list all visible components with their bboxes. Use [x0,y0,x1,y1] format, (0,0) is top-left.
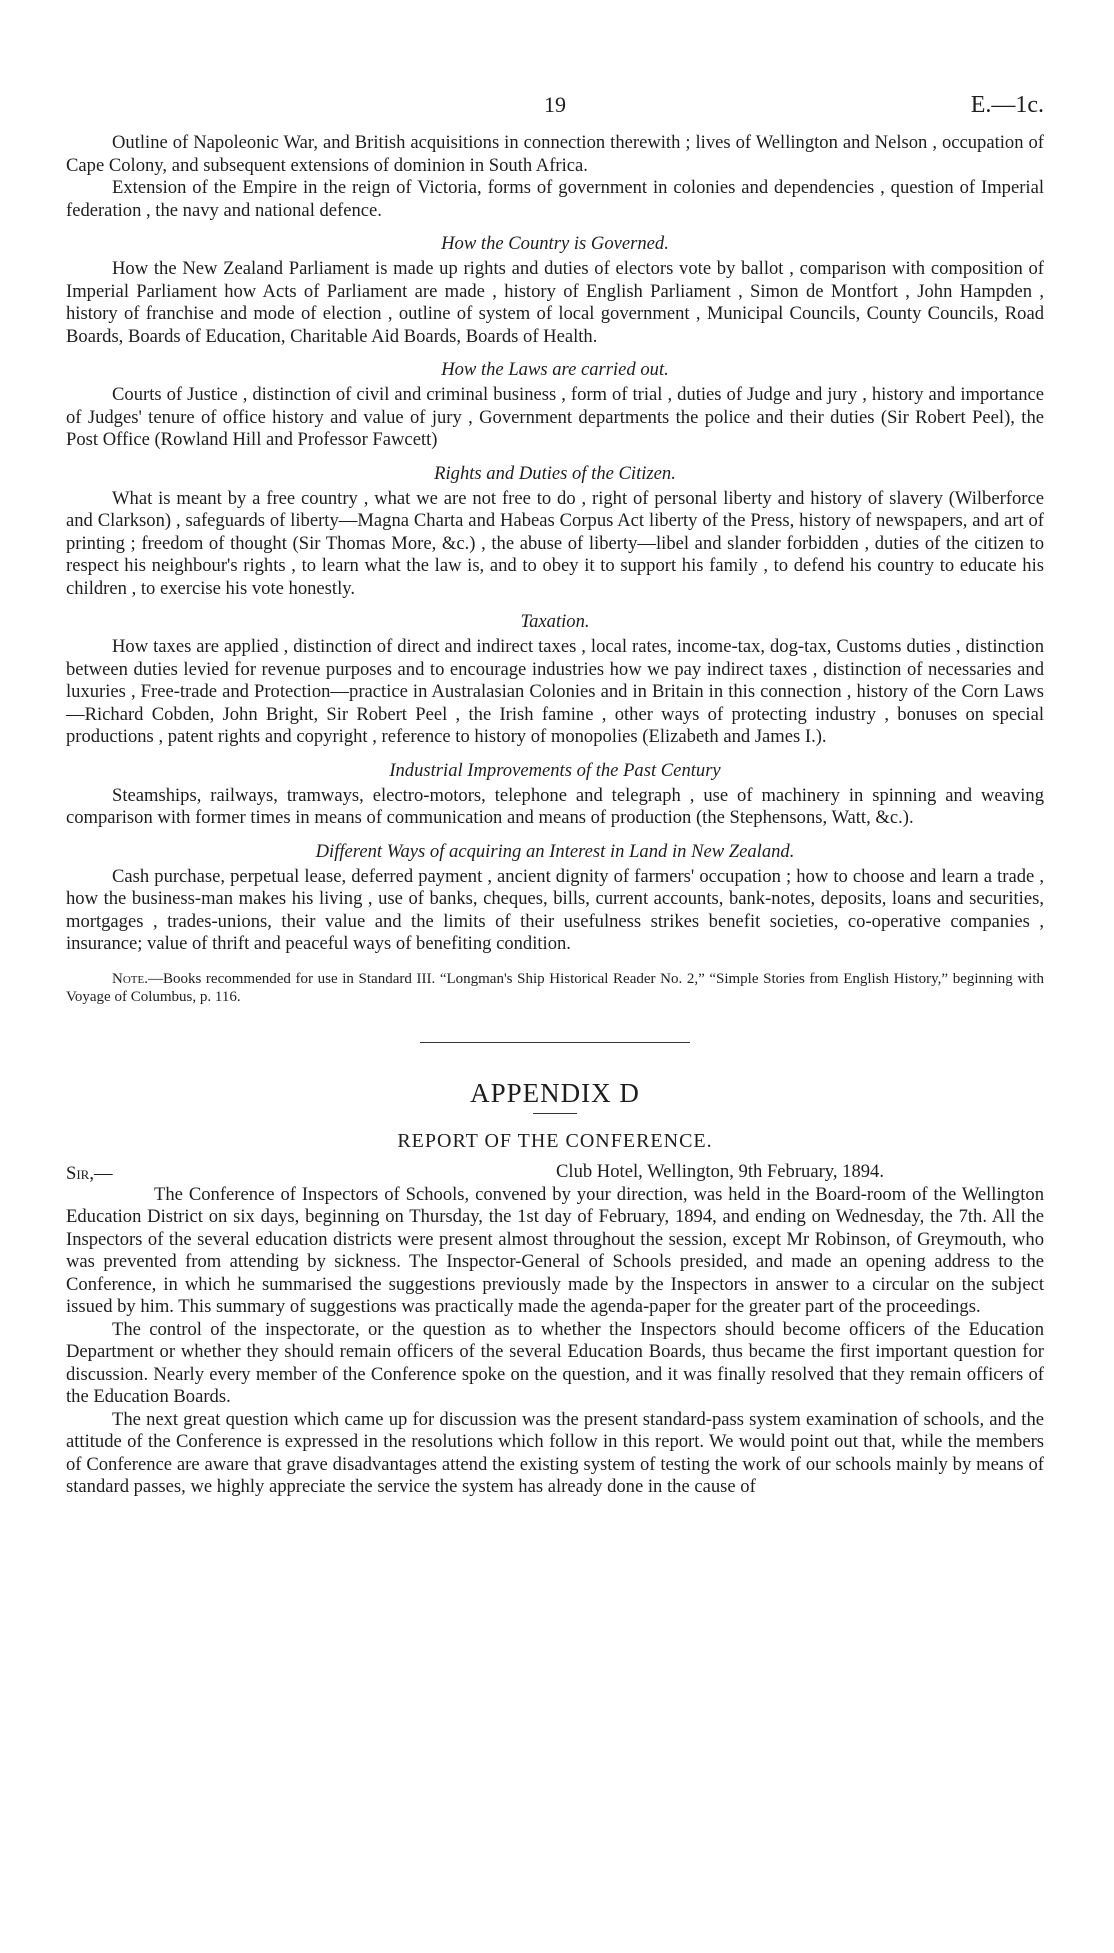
section-text-land-interest: Cash purchase, perpetual lease, deferred payment , ancient dignity of farmers' occupation ; how to choose and learn a trade , how the business-man makes his living , use of banks, cheques, bills, current accounts, bank-notes, deposits, loans and securities, mortgages , trades-unions, their value and the limits of their usefulness strikes benefit societies, co-operative companies , insurance; value of thrift and peaceful ways of benefiting condition. [66,865,1044,954]
document-reference: E.—1c. [970,92,1044,118]
section-heading-land-interest: Different Ways of acquiring an Interest in Land in New Zealand. [315,840,795,862]
report-paragraph-1: The Conference of Inspectors of Schools, convened by your direction, was held in the Board-room of the Wellington Education District on six days, beginning on Thursday, the 1st day of February, 1894, and ending on Wednesday, the 7th. All the Inspectors of the several education districts were present almost throughout the session, except Mr Robinson, of Greymouth, who was prevented from attending by sickness. The Inspector-General of Schools presided, and made an opening address to the Conference, in which he summarised the suggestions previously made by the Inspectors in answer to a circular on the subject issued by him. This summary of suggestions was practically made the agenda-paper for the greater part of the proceedings. [66,1183,1044,1317]
section-text-rights-duties: What is meant by a free country , what we are not free to do , right of personal liberty and history of slavery (Wilberforce and Clarkson) , safeguards of liberty—Magna Charta and Habeas Corpus Act liberty of the Press, history of newspapers, and art of printing ; freedom of thought (Sir Thomas More, &c.) , the abuse of liberty—libel and slander forbidden , duties of the citizen to respect his neighbour's rights , to learn what the law is, and to obey it to support his family , to defend his country to educate his children , to exercise his vote honestly. [66,487,1044,599]
section-heading-industrial-improvements: Industrial Improvements of the Past Century [389,759,721,781]
section-heading-country-governed: How the Country is Governed. [441,233,669,254]
report-paragraph-3: The next great question which came up for discussion was the present standard-pass system examination of schools, and the attitude of the Conference is expressed in the resolutions which follow in this report. We would point out that, while the members of Conference are aware that grave disadvantages attend the existing system of testing the work of our schools mainly by means of standard passes, we highly appreciate the service the system has already done in the cause of [66,1408,1044,1497]
note-label: Note. [112,970,148,987]
books-note [66,970,1044,1006]
section-heading-laws-carried-out: How the Laws are carried out. [441,359,669,380]
page-number: 19 [544,92,566,117]
report-title: REPORT OF THE CONFERENCE. [397,1129,713,1152]
document-page [66,92,1044,1499]
section-divider [420,1042,690,1043]
intro-paragraph-1: Outline of Napoleonic War, and British acquisitions in connection therewith ; lives of Wellington and Nelson , occupation of Cape Colony, and subsequent extensions of dominion in South Africa. [66,132,1044,176]
appendix-title-underline [533,1113,577,1114]
section-text-taxation: How taxes are applied , distinction of direct and indirect taxes , local rates, income-tax, dog-tax, Customs duties , distinction between duties levied for revenue purposes and to encourage industries how we pay indirect taxes , distinction of necessaries and luxuries , Free-trade and Protection—practice in Australasian Colonies and in Britain in this connection , history of the Corn Laws—Richard Cobden, John Bright, Sir Robert Peel , the Irish famine , other ways of protecting industry , bonuses on special productions , patent rights and copyright , reference to history of monopolies (Elizabeth and James I.). [66,636,1044,747]
note-text: —Books recommended for use in Standard III. “Longman's Ship Historical Reader No. 2,” “Simple Stories from English History,” beginning with Voyage of Columbus, p. 116. [66,970,1044,1005]
section-text-industrial-improvements: Steamships, railways, tramways, electro-motors, telephone and telegraph , use of machinery in spinning and weaving comparison with former times in means of communication and means of production (the Stephensons, Watt, &c.). [66,784,1044,828]
report-paragraph-2: The control of the inspectorate, or the question as to whether the Inspectors should become officers of the Education Department or whether they should remain officers of the several Education Boards, thus became the first important question for discussion. Nearly every member of the Conference spoke on the question, and it was finally resolved that they remain officers of the Education Boards. [66,1318,1044,1407]
salutation-row [66,1160,1044,1184]
appendix-title: APPENDIX D [470,1077,640,1108]
address-date: Club Hotel, Wellington, 9th February, 1894. [556,1160,884,1182]
salutation: Sir,— [66,1162,113,1184]
section-heading-rights-duties: Rights and Duties of the Citizen. [434,462,676,484]
section-text-laws-carried-out: Courts of Justice , distinction of civil and criminal business , form of trial , duties of Judge and jury , history and importance of Judges' tenure of office history and value of jury , Government departments the police and their duties (Sir Robert Peel), the Post Office (Rowland Hill and Professor Fawcett) [66,384,1044,450]
section-text-country-governed: How the New Zealand Parliament is made up rights and duties of electors vote by ballot , comparison with composition of Imperial Parliament how Acts of Parliament are made , history of English Parliament , Simon de Montfort , John Hampden , history of franchise and mode of election , outline of system of local government , Municipal Councils, County Councils, Road Boards, Boards of Education, Charitable Aid Boards, Boards of Health. [66,258,1044,347]
intro-paragraph-2: Extension of the Empire in the reign of Victoria, forms of government in colonies and dependencies , question of Imperial federation , the navy and national defence. [66,177,1044,221]
section-heading-taxation: Taxation. [520,611,590,632]
page-header [66,92,1044,132]
